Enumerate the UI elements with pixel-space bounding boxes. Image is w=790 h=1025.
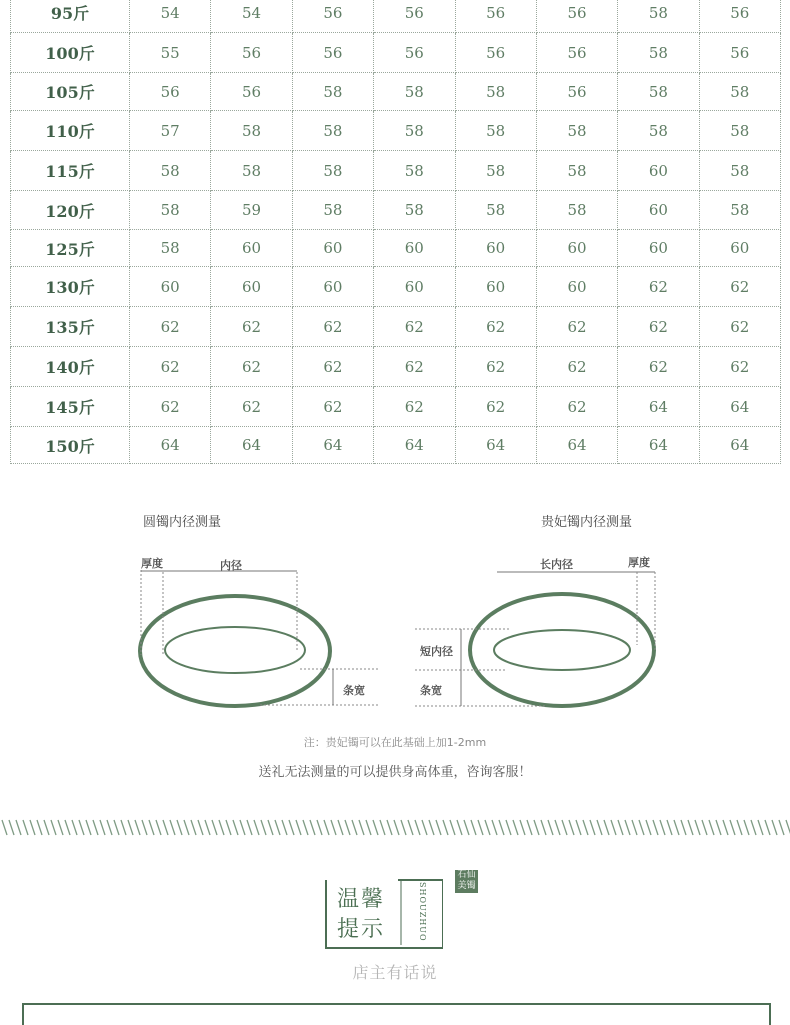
size-cell: 62 (211, 387, 292, 427)
size-cell: 58 (292, 111, 373, 151)
size-cell: 62 (292, 387, 373, 427)
size-cell: 62 (536, 307, 617, 347)
size-cell: 60 (455, 230, 536, 267)
size-cell: 62 (699, 347, 780, 387)
size-cell: 64 (374, 427, 455, 464)
size-cell: 58 (211, 111, 292, 151)
size-cell: 60 (618, 230, 699, 267)
size-cell: 56 (455, 33, 536, 73)
size-cell: 62 (211, 307, 292, 347)
weight-cell: 115斤 (11, 151, 130, 191)
size-cell: 62 (374, 387, 455, 427)
size-cell: 62 (455, 387, 536, 427)
size-cell: 60 (374, 267, 455, 307)
size-cell: 62 (292, 307, 373, 347)
size-cell: 62 (374, 347, 455, 387)
size-cell: 60 (618, 151, 699, 191)
size-cell: 56 (130, 73, 211, 111)
size-cell: 58 (374, 191, 455, 230)
size-cell: 58 (536, 151, 617, 191)
size-cell: 62 (455, 347, 536, 387)
size-cell: 56 (374, 0, 455, 33)
size-cell: 60 (130, 267, 211, 307)
round-bangle-title: 圆镯内径测量 (143, 515, 222, 530)
size-cell: 58 (536, 191, 617, 230)
weight-cell: 125斤 (11, 230, 130, 267)
size-cell: 58 (618, 73, 699, 111)
size-cell: 58 (374, 73, 455, 111)
size-cell: 62 (211, 347, 292, 387)
size-cell: 62 (536, 387, 617, 427)
shop-seal-logo: 石仙美镯 (455, 870, 478, 893)
size-cell: 62 (699, 267, 780, 307)
size-cell: 58 (699, 151, 780, 191)
round-inner-diameter-label: 内径 (220, 559, 242, 572)
size-cell: 56 (211, 33, 292, 73)
size-cell: 58 (455, 191, 536, 230)
concubine-long-inner-label: 长内径 (540, 558, 573, 571)
size-cell: 60 (618, 191, 699, 230)
size-cell: 62 (130, 347, 211, 387)
size-cell: 58 (130, 191, 211, 230)
round-thickness-label: 厚度 (141, 557, 163, 570)
size-cell: 64 (699, 427, 780, 464)
size-cell: 64 (699, 387, 780, 427)
size-cell: 64 (211, 427, 292, 464)
size-cell: 60 (211, 267, 292, 307)
concubine-thickness-label: 厚度 (628, 556, 650, 569)
size-cell: 58 (374, 151, 455, 191)
size-cell: 58 (455, 111, 536, 151)
size-cell: 58 (699, 111, 780, 151)
size-cell: 58 (292, 151, 373, 191)
weight-cell: 140斤 (11, 347, 130, 387)
size-cell: 60 (699, 230, 780, 267)
weight-cell: 130斤 (11, 267, 130, 307)
size-cell: 55 (130, 33, 211, 73)
tip-title-line2: 提示 (337, 917, 386, 942)
size-cell: 62 (374, 307, 455, 347)
size-cell: 60 (536, 267, 617, 307)
size-cell: 64 (130, 427, 211, 464)
tip-vertical-text: SHOUZHUO (418, 882, 427, 942)
size-cell: 58 (130, 230, 211, 267)
note-text: 注：贵妃镯可以在此基础上加1-2mm (303, 736, 487, 749)
size-cell: 62 (455, 307, 536, 347)
size-cell: 62 (618, 307, 699, 347)
size-cell: 56 (699, 33, 780, 73)
gift-note-text: 送礼无法测量的可以提供身高体重，咨询客服！ (258, 765, 532, 780)
weight-cell: 95斤 (11, 0, 130, 33)
size-cell: 62 (618, 267, 699, 307)
size-cell: 58 (292, 73, 373, 111)
tip-title (337, 885, 397, 945)
size-cell: 60 (292, 230, 373, 267)
concubine-width-label: 条宽 (420, 684, 442, 697)
weight-cell: 105斤 (11, 73, 130, 111)
size-cell: 64 (618, 427, 699, 464)
size-cell: 64 (536, 427, 617, 464)
round-width-label: 条宽 (343, 684, 365, 697)
size-cell: 64 (618, 387, 699, 427)
size-cell: 54 (211, 0, 292, 33)
weight-cell: 135斤 (11, 307, 130, 347)
size-cell: 56 (536, 33, 617, 73)
size-cell: 58 (618, 0, 699, 33)
size-cell: 54 (130, 0, 211, 33)
size-cell: 60 (211, 230, 292, 267)
size-cell: 58 (618, 111, 699, 151)
size-cell: 60 (536, 230, 617, 267)
weight-cell: 145斤 (11, 387, 130, 427)
concubine-bangle-drawing (415, 572, 655, 706)
size-cell: 56 (699, 0, 780, 33)
size-cell: 60 (292, 267, 373, 307)
size-cell: 58 (455, 151, 536, 191)
size-cell: 58 (130, 151, 211, 191)
size-cell: 62 (292, 347, 373, 387)
size-cell: 58 (699, 191, 780, 230)
size-cell: 62 (536, 347, 617, 387)
size-cell: 58 (292, 191, 373, 230)
tip-subtitle: 店主有话说 (352, 963, 438, 982)
size-cell: 56 (455, 0, 536, 33)
concubine-short-inner-label: 短内径 (420, 645, 453, 658)
weight-cell: 120斤 (11, 191, 130, 230)
size-cell: 58 (374, 111, 455, 151)
weight-cell: 150斤 (11, 427, 130, 464)
size-cell: 56 (292, 0, 373, 33)
weight-cell: 100斤 (11, 33, 130, 73)
size-cell: 58 (699, 73, 780, 111)
size-cell: 62 (699, 307, 780, 347)
size-cell: 58 (536, 111, 617, 151)
size-cell: 56 (211, 73, 292, 111)
size-cell: 60 (374, 230, 455, 267)
size-cell: 57 (130, 111, 211, 151)
size-cell: 62 (618, 347, 699, 387)
size-cell: 59 (211, 191, 292, 230)
size-cell: 64 (455, 427, 536, 464)
size-cell: 56 (536, 0, 617, 33)
size-cell: 56 (292, 33, 373, 73)
size-cell: 58 (455, 73, 536, 111)
size-cell: 58 (211, 151, 292, 191)
size-cell: 58 (618, 33, 699, 73)
size-cell: 62 (130, 387, 211, 427)
tip-title-line1: 温馨 (337, 887, 386, 912)
size-cell: 56 (536, 73, 617, 111)
hatched-divider (0, 816, 790, 838)
concubine-bangle-title: 贵妃镯内径测量 (541, 515, 633, 530)
weight-cell: 110斤 (11, 111, 130, 151)
size-cell: 56 (374, 33, 455, 73)
size-cell: 64 (292, 427, 373, 464)
size-cell: 62 (130, 307, 211, 347)
size-cell: 60 (455, 267, 536, 307)
bottom-content-frame (22, 1003, 771, 1025)
